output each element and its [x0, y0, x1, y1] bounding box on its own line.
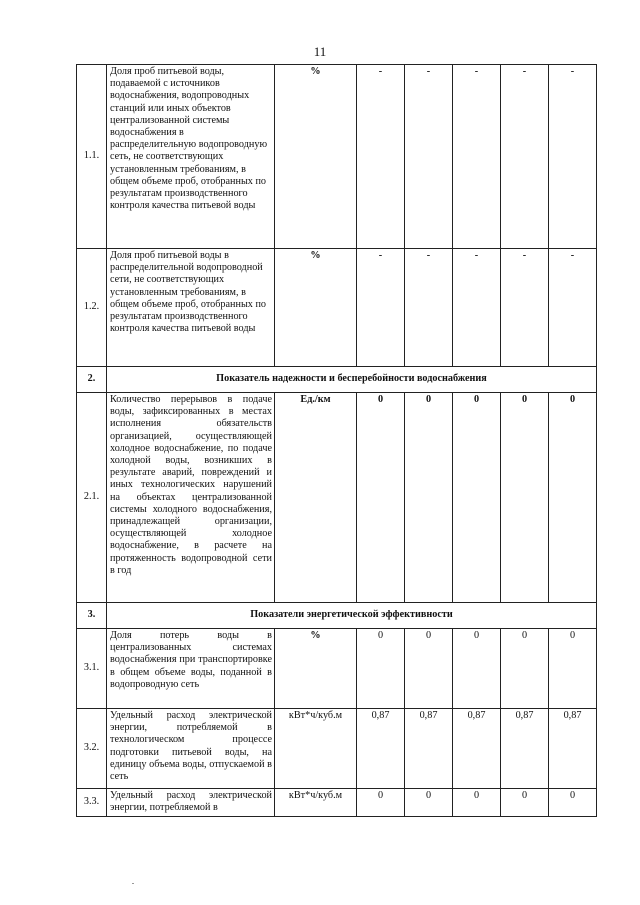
- unit-cell: %: [275, 65, 357, 249]
- scan-speck: [132, 883, 134, 884]
- indicator-description: Доля проб питьевой воды, подаваемой с источников водоснабжения, водопроводных станций или иных объектов централизованной системы водоснабжения в распределительную водопроводную сеть, не соответствующих установленным требованиям, в общем объеме проб, отобранных по результатам производственного контроля качества питьевой воды: [107, 65, 275, 249]
- value-cell: 0: [357, 393, 405, 603]
- value-cell: -: [357, 249, 405, 367]
- unit-cell: кВт*ч/куб.м: [275, 789, 357, 817]
- indicator-description: Доля проб питьевой воды в распределительной водопроводной сети, не соответствующих установленным требованиям, в общем объеме проб, отобранных по результатам производственного контроля качества питьевой воды: [107, 249, 275, 367]
- value-cell: 0: [453, 789, 501, 817]
- table-row: [77, 249, 597, 367]
- table-row: [77, 789, 597, 817]
- value-cell: 0: [549, 393, 597, 603]
- value-cell: 0: [501, 393, 549, 603]
- section-header-row: [77, 603, 597, 629]
- row-number: 3.2.: [77, 709, 107, 789]
- value-cell: -: [453, 249, 501, 367]
- unit-cell: Ед./км: [275, 393, 357, 603]
- unit-cell: %: [275, 629, 357, 709]
- value-cell: 0: [453, 393, 501, 603]
- section-number: 3.: [77, 603, 107, 629]
- value-cell: 0: [501, 629, 549, 709]
- table-row: [77, 65, 597, 249]
- value-cell: 0,87: [453, 709, 501, 789]
- value-cell: -: [549, 249, 597, 367]
- value-cell: -: [405, 65, 453, 249]
- value-cell: 0: [501, 789, 549, 817]
- indicator-description: Количество перерывов в подаче воды, зафиксированных в местах исполнения обязательств организацией, осуществляющей холодное водоснабжение, по подаче холодной воды, возникших в результате аварий, повреждений и иных технологических нарушений на объектах централизованной системы холодного водоснабжения, принадлежащей организации, осуществляющей холодное водоснабжение, в расчете на протяженность водопроводной сети в год: [107, 393, 275, 603]
- value-cell: -: [549, 65, 597, 249]
- row-number: 3.3.: [77, 789, 107, 817]
- indicator-description: Удельный расход электрической энергии, потребляемой в: [107, 789, 275, 817]
- section-number: 2.: [77, 367, 107, 393]
- page-number: 11: [313, 44, 327, 59]
- value-cell: -: [405, 249, 453, 367]
- value-cell: -: [501, 249, 549, 367]
- table-row: [77, 709, 597, 789]
- value-cell: 0,87: [549, 709, 597, 789]
- unit-cell: %: [275, 249, 357, 367]
- table-row: [77, 629, 597, 709]
- unit-cell: кВт*ч/куб.м: [275, 709, 357, 789]
- value-cell: -: [357, 65, 405, 249]
- value-cell: 0: [357, 789, 405, 817]
- table-row: [77, 393, 597, 603]
- value-cell: 0: [549, 789, 597, 817]
- indicators-table: [76, 64, 597, 817]
- section-title: Показатель надежности и бесперебойности водоснабжения: [107, 367, 597, 393]
- value-cell: 0,87: [357, 709, 405, 789]
- value-cell: 0,87: [405, 709, 453, 789]
- value-cell: -: [501, 65, 549, 249]
- value-cell: 0: [405, 789, 453, 817]
- value-cell: 0: [453, 629, 501, 709]
- row-number: 1.1.: [77, 65, 107, 249]
- row-number: 1.2.: [77, 249, 107, 367]
- section-title: Показатели энергетической эффективности: [107, 603, 597, 629]
- value-cell: 0: [405, 629, 453, 709]
- value-cell: 0: [357, 629, 405, 709]
- row-number: 2.1.: [77, 393, 107, 603]
- value-cell: 0,87: [501, 709, 549, 789]
- indicator-description: Удельный расход электрической энергии, потребляемой в технологическом процессе подготовки питьевой воды, на единицу объема воды, отпускаемой в сеть: [107, 709, 275, 789]
- value-cell: -: [453, 65, 501, 249]
- row-number: 3.1.: [77, 629, 107, 709]
- section-header-row: [77, 367, 597, 393]
- value-cell: 0: [405, 393, 453, 603]
- value-cell: 0: [549, 629, 597, 709]
- indicator-description: Доля потерь воды в централизованных системах водоснабжения при транспортировке в общем объеме воды, поданной в водопроводную сеть: [107, 629, 275, 709]
